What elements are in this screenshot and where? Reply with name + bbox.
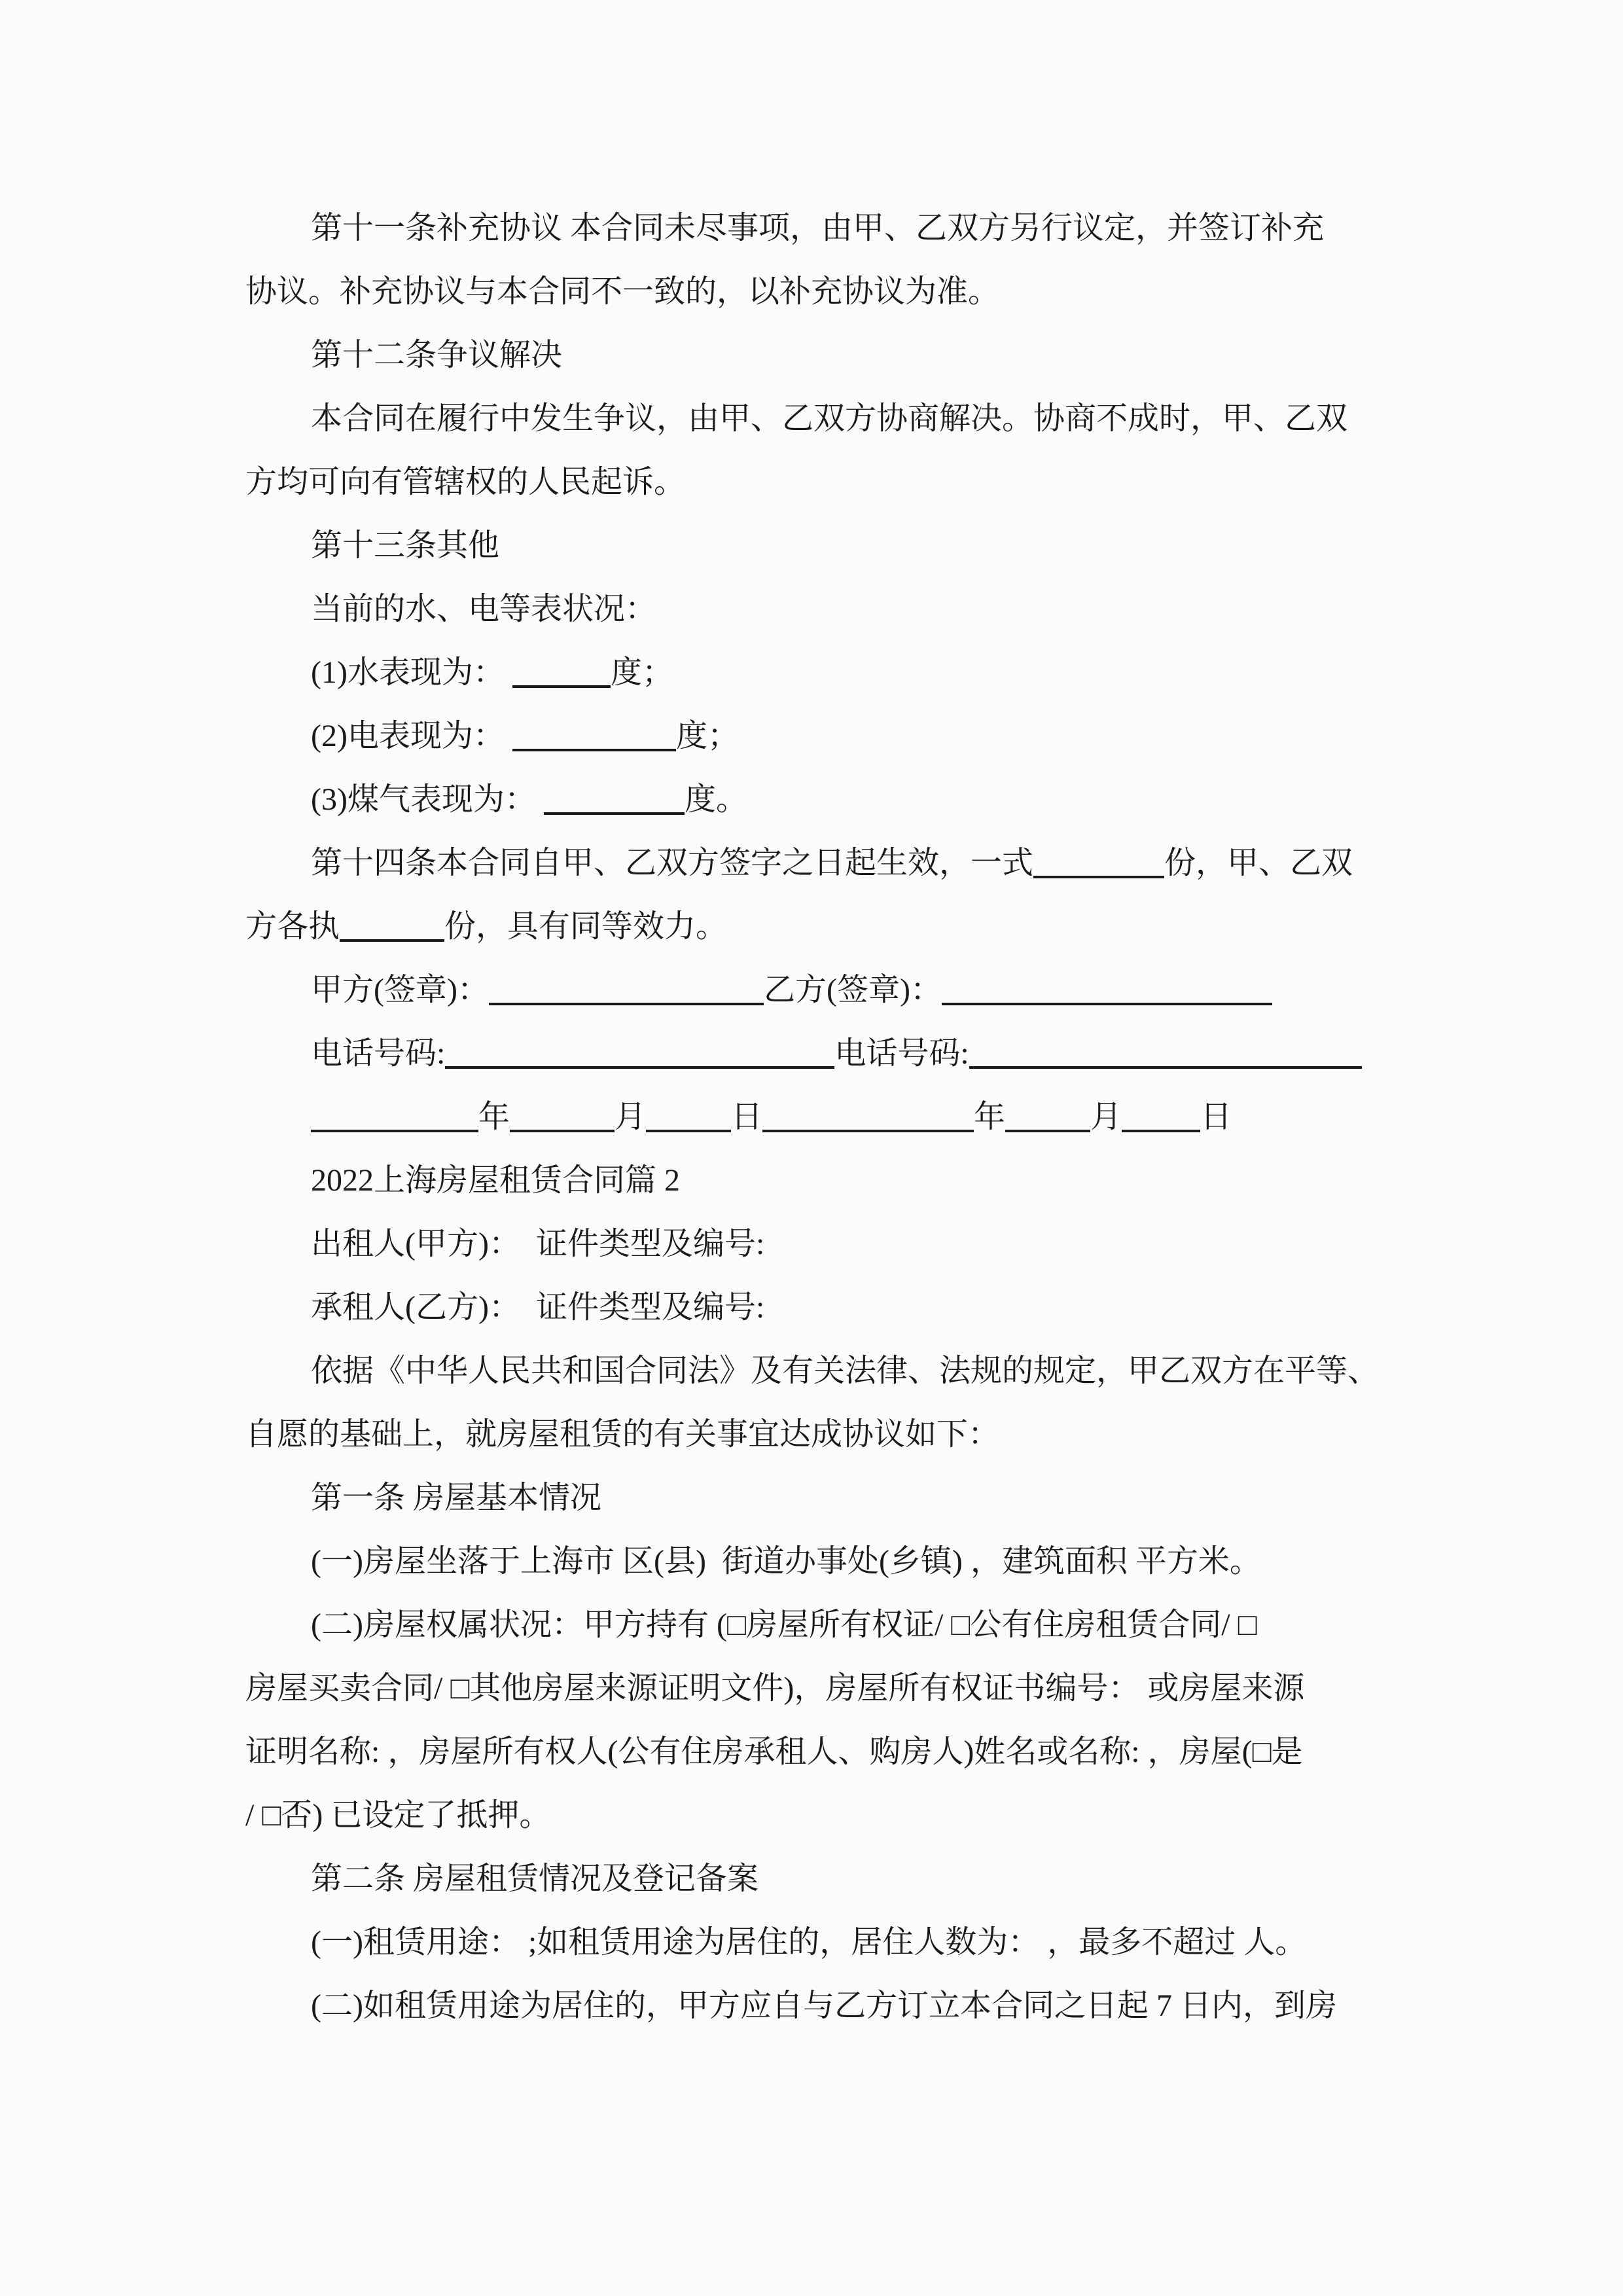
text-run: 房屋买卖合同/ □其他房屋来源证明文件)，房屋所有权证书编号： 或房屋来源 <box>245 1671 1305 1706</box>
text-run: 依据《中华人民共和国合同法》及有关法律、法规的规定，甲乙双方在平等、 <box>311 1354 1380 1388</box>
text-run: 月 <box>615 1100 647 1134</box>
text-run: 第十四条本合同自甲、乙双方签字之日起生效，一式 <box>311 846 1034 880</box>
text-run: 自愿的基础上，就房屋租赁的有关事宜达成协议如下： <box>245 1417 1000 1452</box>
text-run: 承租人(乙方)： 证件类型及编号: <box>311 1290 765 1325</box>
blank-underline <box>1005 1123 1090 1132</box>
doc-line <box>245 260 1387 323</box>
text-run: 份，具有同等效力。 <box>444 909 728 944</box>
doc-line <box>245 704 1387 768</box>
text-run: 第十一条补充协议 本合同未尽事项，由甲、乙双方另行议定，并签订补充 <box>311 211 1325 245</box>
text-run: (3)煤气表现为： <box>311 782 544 817</box>
text-run: 协议。补充协议与本合同不一致的，以补充协议为准。 <box>245 274 1000 309</box>
doc-line <box>245 1784 1387 1847</box>
doc-line <box>245 1149 1387 1212</box>
text-run: 日 <box>731 1100 763 1134</box>
doc-line <box>245 768 1387 831</box>
text-run: 月 <box>1090 1100 1122 1134</box>
text-run: (1)水表现为： <box>311 655 512 690</box>
text-run: 年 <box>478 1100 510 1134</box>
doc-line <box>245 1403 1387 1466</box>
blank-underline <box>445 1060 834 1069</box>
contract-text-block <box>245 196 1387 2037</box>
text-run: 电话号码: <box>834 1036 969 1071</box>
text-run: 度； <box>610 655 673 690</box>
doc-line <box>245 1720 1387 1784</box>
doc-line <box>245 1466 1387 1530</box>
text-run: 第十三条其他 <box>311 528 500 563</box>
text-run: (2)电表现为： <box>311 719 512 753</box>
doc-line <box>245 1910 1387 1974</box>
text-run: 电话号码: <box>311 1036 446 1071</box>
doc-line <box>245 831 1387 895</box>
text-run: 度。 <box>684 782 747 817</box>
blank-underline <box>489 996 764 1005</box>
text-run: 证明名称: ，房屋所有权人(公有住房承租人、购房人)姓名或名称: ，房屋(□是 <box>245 1734 1303 1769</box>
blank-underline <box>1033 869 1164 878</box>
text-run: 第一条 房屋基本情况 <box>311 1480 602 1515</box>
doc-line <box>245 1530 1387 1593</box>
blank-underline <box>512 679 611 688</box>
blank-underline <box>969 1060 1362 1069</box>
doc-line <box>245 1085 1387 1149</box>
text-run: (二)房屋权属状况：甲方持有 (□房屋所有权证/ □公有住房租赁合同/ □ <box>311 1607 1257 1642</box>
blank-underline <box>646 1123 731 1132</box>
doc-line <box>245 196 1387 260</box>
doc-line <box>245 387 1387 450</box>
doc-line <box>245 1847 1387 1910</box>
doc-line <box>245 895 1387 958</box>
doc-line <box>245 1593 1387 1657</box>
blank-underline <box>762 1123 974 1132</box>
text-run: 当前的水、电等表状况： <box>311 592 657 626</box>
text-run: / □否) 已设定了抵押。 <box>245 1798 551 1833</box>
doc-line <box>245 1339 1387 1403</box>
doc-line <box>245 1022 1387 1085</box>
text-run: 份，甲、乙双 <box>1164 846 1353 880</box>
blank-underline <box>512 742 676 751</box>
blank-underline <box>1122 1123 1200 1132</box>
text-run: (一)房屋坐落于上海市 区(县) 街道办事处(乡镇) ，建筑面积 平方米。 <box>311 1544 1261 1579</box>
text-run: 2022上海房屋租赁合同篇 2 <box>311 1163 681 1198</box>
blank-underline <box>510 1123 615 1132</box>
blank-underline <box>942 996 1272 1005</box>
doc-line <box>245 1657 1387 1720</box>
text-run: 乙方(签章)： <box>763 973 942 1007</box>
doc-line <box>245 958 1387 1022</box>
text-run: 第二条 房屋租赁情况及登记备案 <box>311 1861 759 1896</box>
text-run: 甲方(签章)： <box>311 973 489 1007</box>
doc-line <box>245 1276 1387 1339</box>
blank-underline <box>340 933 444 942</box>
doc-line <box>245 323 1387 387</box>
text-run: 日 <box>1200 1100 1232 1134</box>
text-run: (二)如租赁用途为居住的，甲方应自与乙方订立本合同之日起 7 日内，到房 <box>311 1988 1337 2023</box>
text-run: 度； <box>675 719 739 753</box>
text-run: 方各执 <box>245 909 340 944</box>
doc-line <box>245 450 1387 514</box>
blank-underline <box>311 1123 478 1132</box>
text-run: 方均可向有管辖权的人民起诉。 <box>245 465 686 499</box>
doc-line <box>245 514 1387 577</box>
text-run: 年 <box>974 1100 1006 1134</box>
blank-underline <box>544 806 685 815</box>
text-run: 出租人(甲方)： 证件类型及编号: <box>311 1227 765 1261</box>
text-run: 第十二条争议解决 <box>311 338 563 372</box>
doc-line <box>245 1974 1387 2037</box>
doc-line <box>245 577 1387 641</box>
text-run: 本合同在履行中发生争议，由甲、乙双方协商解决。协商不成时，甲、乙双 <box>311 401 1348 436</box>
text-run: (一)租赁用途： ;如租赁用途为居住的，居住人数为： ，最多不超过 人。 <box>311 1925 1307 1960</box>
doc-line <box>245 1212 1387 1276</box>
doc-line <box>245 641 1387 704</box>
